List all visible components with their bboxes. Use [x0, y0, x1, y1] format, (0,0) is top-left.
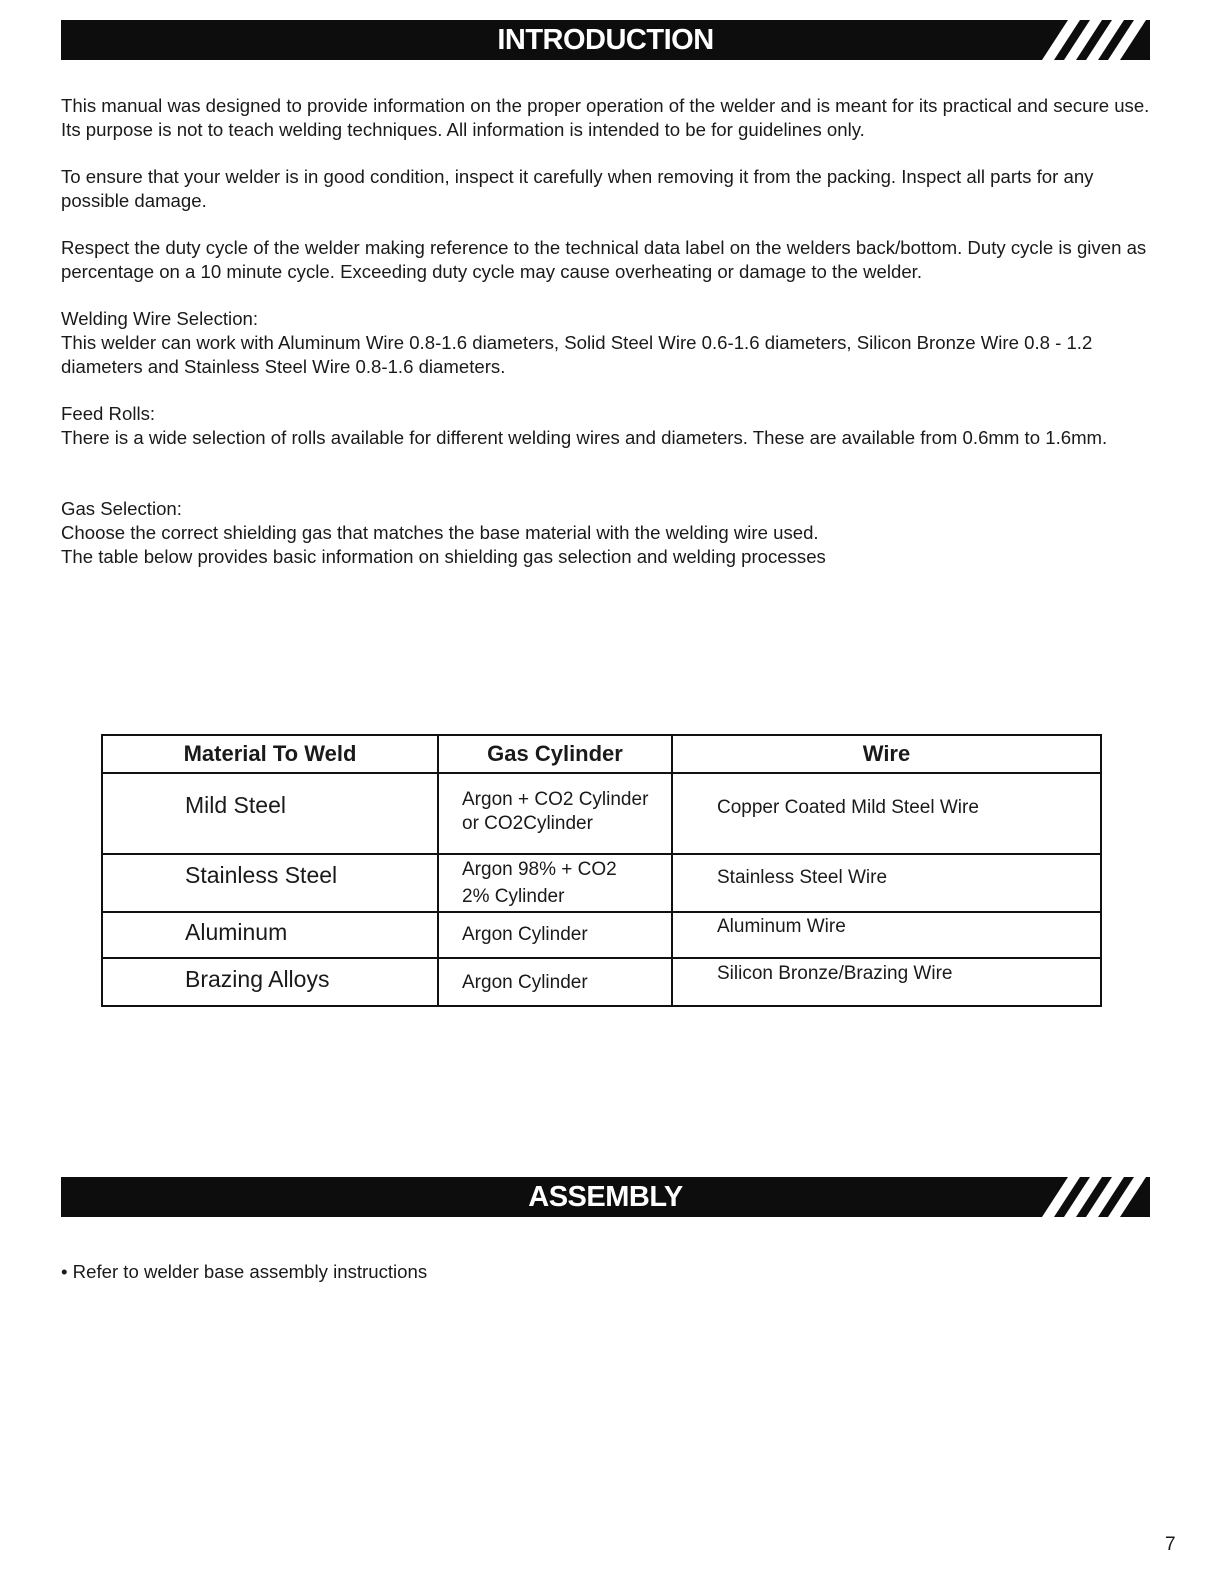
introduction-banner	[61, 20, 1150, 60]
material-cell: Brazing Alloys	[102, 958, 438, 1006]
assembly-title: ASSEMBLY	[528, 1181, 683, 1213]
wire-selection-text: This welder can work with Aluminum Wire 0.8-1.6 diameters, Solid Steel Wire 0.6-1.6 diameters, Silicon Bronze Wire 0.8 - 1.2 diameters and Stainless Steel Wire 0.8-1.6 diameters.	[61, 332, 1093, 377]
gas-selection-line-2: The table below provides basic information on shielding gas selection and welding processes	[61, 546, 826, 567]
wire-cell: Aluminum Wire	[672, 912, 1101, 958]
gas-cell-line-1: Argon + CO2 Cylinder	[462, 789, 649, 810]
intro-paragraph-2: To ensure that your welder is in good condition, inspect it carefully when removing it from the packing. Inspect all parts for any possible damage.	[61, 166, 1094, 211]
gas-cell-line-1: Argon 98% + CO2	[462, 859, 617, 880]
table-row	[102, 958, 1101, 1006]
gas-cell-line-2: 2% Cylinder	[462, 886, 565, 907]
intro-paragraph-1: This manual was designed to provide information on the proper operation of the welder and is meant for its practical and secure use. Its purpose is not to teach welding techniques. All information is intended to be for guidelines only.	[61, 95, 1150, 140]
gas-selection-section	[61, 497, 1151, 569]
gas-cell-line-2: or CO2Cylinder	[462, 813, 593, 834]
wire-selection-section	[61, 307, 1151, 379]
feed-rolls-heading: Feed Rolls:	[61, 403, 156, 424]
header-material: Material To Weld	[102, 735, 438, 773]
gas-selection-table	[101, 734, 1102, 1007]
assembly-bullet: • Refer to welder base assembly instructions	[61, 1261, 428, 1282]
table-header-row	[102, 735, 1101, 773]
wire-selection-heading: Welding Wire Selection:	[61, 308, 259, 329]
wire-cell: Stainless Steel Wire	[672, 854, 1101, 912]
gas-cell	[438, 773, 672, 854]
gas-selection-line-1: Choose the correct shielding gas that matches the base material with the welding wire used.	[61, 522, 819, 543]
table-row	[102, 773, 1101, 854]
gas-cell: Argon Cylinder	[438, 958, 672, 1006]
feed-rolls-text: There is a wide selection of rolls available for different welding wires and diameters. These are available from 0.6mm to 1.6mm.	[61, 427, 1108, 448]
diagonal-stripes-icon	[1030, 1177, 1150, 1217]
feed-rolls-section	[61, 402, 1151, 450]
wire-cell: Copper Coated Mild Steel Wire	[672, 773, 1101, 854]
intro-paragraph-3: Respect the duty cycle of the welder making reference to the technical data label on the welders back/bottom. Duty cycle is given as percentage on a 10 minute cycle. Exceeding duty cycle may cause overheating or damage to the welder.	[61, 237, 1147, 282]
header-gas-cylinder: Gas Cylinder	[438, 735, 672, 773]
gas-selection-heading: Gas Selection:	[61, 498, 182, 519]
introduction-title: INTRODUCTION	[497, 24, 714, 56]
assembly-banner	[61, 1177, 1150, 1217]
material-cell: Mild Steel	[102, 773, 438, 854]
page-number: 7	[1165, 1534, 1176, 1555]
diagonal-stripes-icon	[1030, 20, 1150, 60]
table-row	[102, 854, 1101, 912]
gas-cell: Argon Cylinder	[438, 912, 672, 958]
material-cell: Aluminum	[102, 912, 438, 958]
gas-cell	[438, 854, 672, 912]
table-row	[102, 912, 1101, 958]
material-cell: Stainless Steel	[102, 854, 438, 912]
header-wire: Wire	[672, 735, 1101, 773]
wire-cell: Silicon Bronze/Brazing Wire	[672, 958, 1101, 1006]
